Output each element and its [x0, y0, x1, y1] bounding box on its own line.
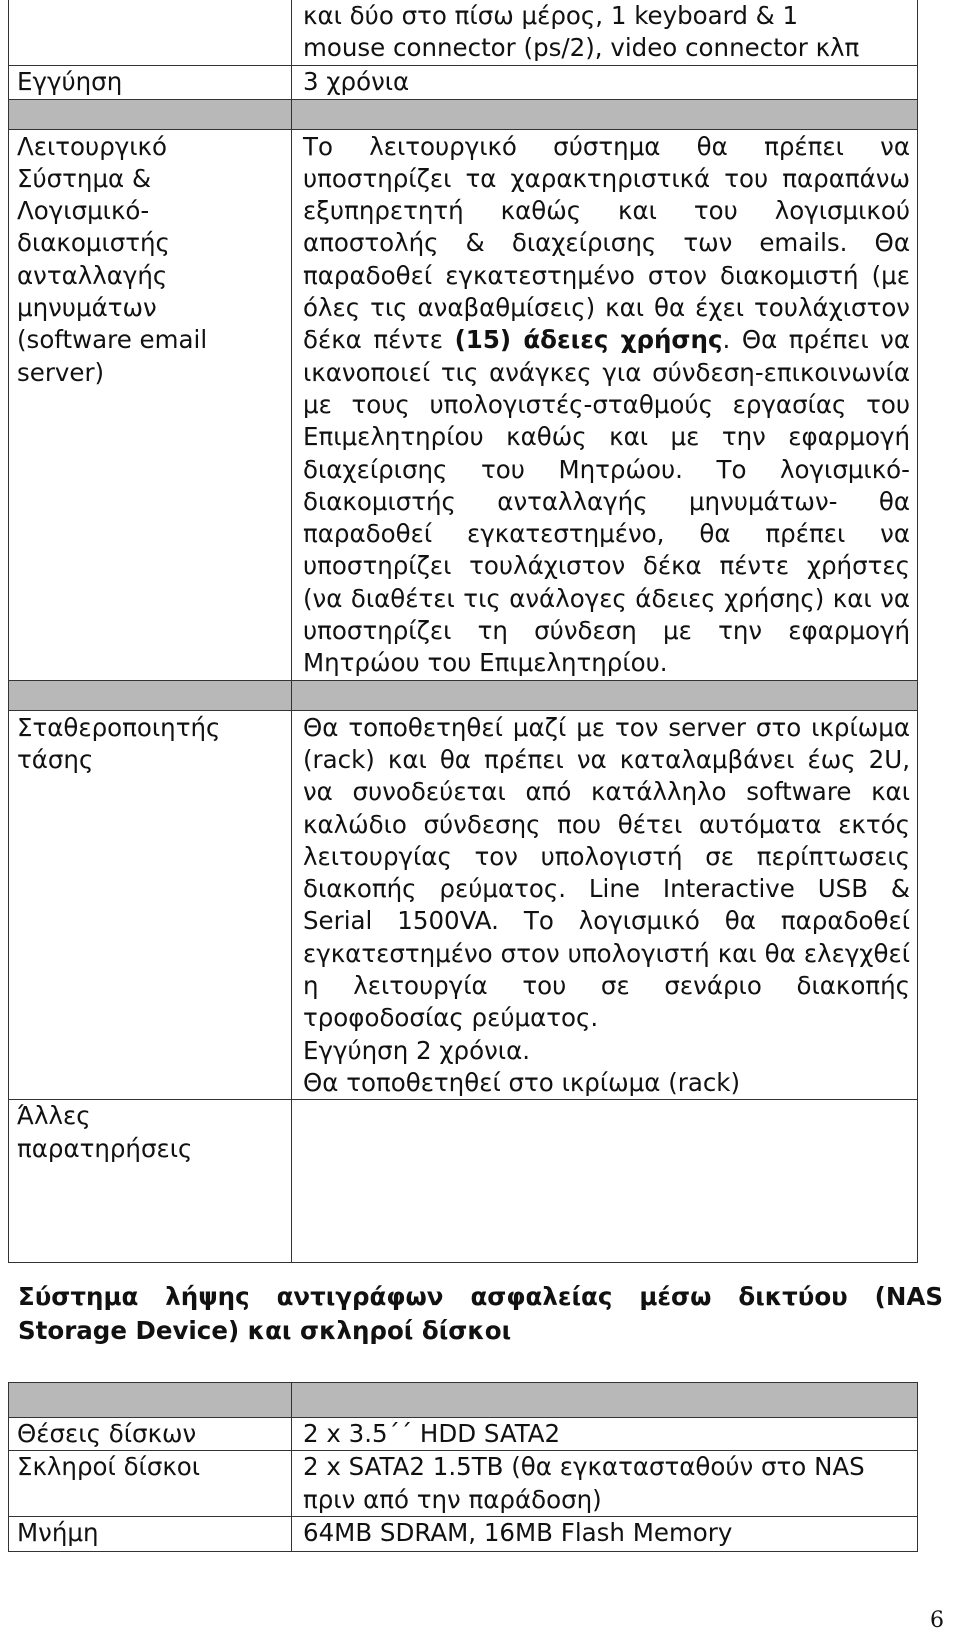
os-text-part-2: . Θα πρέπει να ικανοποιεί τις ανάγκες για σύνδεση-επικοινωνία με τους υπολογιστές-σταθμούς εργασίας του Επιμελητηρίου καθώς και με την εφαρμογή διαχείρισης του Μητρώου. Το λογισμικό-διακομιστής ανταλλαγής μηνυμάτων- θα παραδοθεί εγκατεστημένο, θα πρέπει να υποστηρίζει τουλάχιστον δέκα πέντε χρήστες (να διαθέτει τις ανάλογες άδειες χρήσης) και να υποστηρίζει τη σύνδεση με την εφαρμογή Μητρώου του Επιμελητηρίου. [303, 325, 910, 678]
ups-warranty: Εγγύηση 2 χρόνια. [303, 1035, 531, 1065]
row-connectors [9, 0, 918, 65]
ups-label-line: Σταθεροποιητής [17, 712, 221, 742]
memory-label: Μνήμη [9, 1517, 292, 1552]
memory-value: 64MB SDRAM, 16MB Flash Memory [292, 1517, 918, 1552]
row-warranty [9, 65, 918, 99]
row-notes-spacer [9, 1100, 918, 1263]
notes-label-line: παρατηρήσεις [17, 1133, 193, 1163]
gray-cell-right [292, 680, 918, 710]
spec-table-nas [8, 1382, 918, 1552]
os-licenses-bold: (15) άδειες χρήσης [454, 325, 723, 355]
os-label-line: διακομιστής [17, 228, 170, 258]
gray-cell-right [292, 1383, 918, 1418]
section-heading: Σύστημα λήψης αντιγράφων ασφαλείας μέσω δικτύου (NAS Storage Device) και σκληροί δίσκοι [18, 1282, 943, 1345]
ups-label-line: τάσης [17, 744, 94, 774]
row-memory [9, 1517, 918, 1552]
os-text-part-1: Το λειτουργικό σύστημα θα πρέπει να υποστηρίζει τα χαρακτηριστικά του παραπάνω εξυπηρετητή καθώς και του λογισμικού αποστολής & διαχείρισης των emails. Θα παραδοθεί εγκατεστημένο στον διακομιστή (με όλες τις αναβαθμίσεις) και θα έχει τουλάχιστον δέκα πέντε [303, 131, 910, 355]
gray-cell-left [9, 680, 292, 710]
page-number: 6 [930, 1608, 944, 1633]
ups-description [292, 710, 918, 1100]
notes-value-empty [292, 1100, 918, 1263]
os-label-line: Λειτουργικό [17, 131, 167, 161]
os-label-line: μηνυμάτων [17, 293, 157, 323]
row-ups [9, 710, 918, 1100]
os-label-line: Λογισμικό- [17, 196, 150, 226]
notes-label-line: Άλλες [17, 1101, 91, 1131]
gray-separator-row [9, 99, 918, 129]
row-os [9, 129, 918, 680]
row-disk-slots [9, 1418, 918, 1451]
spec-table-server [8, 0, 918, 1263]
notes-text: Θα τοποθετηθεί στο ικρίωμα (rack) [303, 1067, 741, 1097]
ups-text: Θα τοποθετηθεί μαζί με τον server στο ικρίωμα (rack) και θα πρέπει να καταλαμβάνει έως 2U, να συνοδεύεται από κατάλληλο software και καλώδιο σύνδεσης που θέτει αυτόματα εκτός λειτουργίας τον υπολογιστή σε περίπτωσεις διακοπής ρεύματος. Line Interactive USB & Serial 1500VA. Το λογισμικό θα παραδοθεί εγκατεστημένο στον υπολογιστή και θα ελεγχθεί η λειτουργία του σε σενάριο διακοπής τροφοδοσίας ρεύματος. [303, 712, 910, 1033]
notes-label [9, 1100, 292, 1263]
row-hard-disks [9, 1451, 918, 1517]
gray-cell-right [292, 99, 918, 129]
connectors-line-1: και δύο στο πίσω μέρος, 1 keyboard & 1 [303, 1, 799, 30]
os-label [9, 129, 292, 680]
os-label-line: (software email [17, 325, 208, 355]
ups-label [9, 710, 292, 1100]
gray-cell-left [9, 1383, 292, 1418]
gray-header-row [9, 1383, 918, 1418]
hard-disks-label: Σκληροί δίσκοι [9, 1451, 292, 1517]
gray-separator-row [9, 680, 918, 710]
os-label-line: ανταλλαγής [17, 260, 168, 290]
label-cell-empty [9, 0, 292, 65]
gray-cell-left [9, 99, 292, 129]
disk-slots-label: Θέσεις δίσκων [9, 1418, 292, 1451]
connectors-line-2: mouse connector (ps/2), video connector κλπ [303, 33, 860, 63]
warranty-label: Εγγύηση [9, 65, 292, 99]
os-label-line: Σύστημα & [17, 163, 152, 193]
os-label-line: server) [17, 357, 105, 387]
os-description [292, 129, 918, 680]
warranty-value: 3 χρόνια [292, 65, 918, 99]
connectors-cell [292, 0, 918, 65]
disk-slots-value: 2 x 3.5΄΄ HDD SATA2 [292, 1418, 918, 1451]
hard-disks-value: 2 x SATA2 1.5TB (θα εγκατασταθούν στο NAS πριν από την παράδοση) [292, 1451, 918, 1517]
